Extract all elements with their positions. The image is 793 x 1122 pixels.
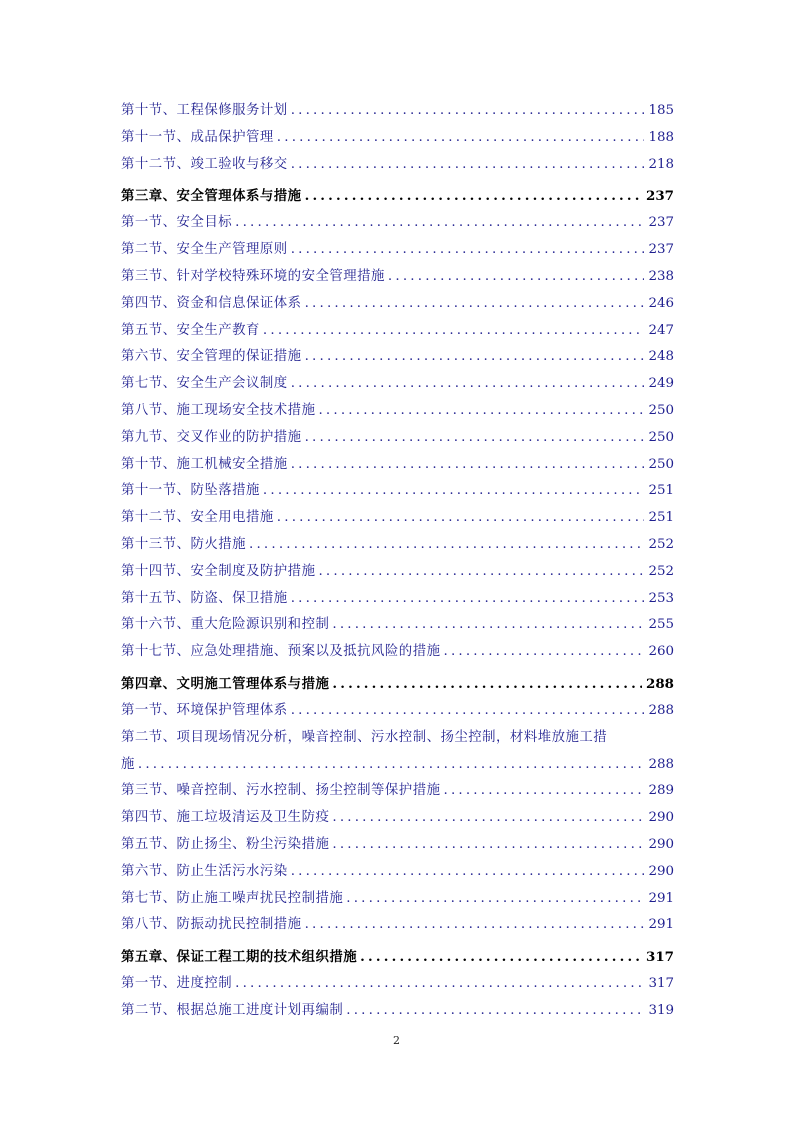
dot-leader [291, 698, 645, 725]
toc-entry[interactable] [121, 264, 674, 291]
toc-entry[interactable] [121, 152, 674, 179]
dot-leader [235, 971, 644, 998]
dot-leader [235, 210, 644, 237]
toc-entry-label: 第四章、文明施工管理体系与措施 [121, 675, 330, 692]
toc-page-number: 218 [648, 156, 674, 172]
dot-leader [263, 318, 645, 345]
toc-entry-label: 第十三节、防火措施 [121, 536, 247, 552]
toc-entry[interactable] [121, 98, 674, 125]
toc-chapter[interactable] [121, 943, 674, 971]
toc-page-number: 252 [648, 563, 674, 579]
toc-entry[interactable] [121, 125, 674, 152]
toc-page-number: 317 [648, 976, 674, 992]
dot-leader [332, 805, 644, 832]
toc-entry-label: 第十节、工程保修服务计划 [121, 103, 288, 118]
dot-leader [305, 182, 642, 210]
toc-entry-label: 第七节、防止施工噪声扰民控制措施 [121, 890, 344, 906]
toc-entry[interactable] [121, 505, 674, 532]
toc-entry[interactable] [121, 452, 674, 479]
toc-entry[interactable] [121, 832, 674, 859]
toc-entry[interactable] [121, 532, 674, 559]
toc-entry[interactable] [121, 859, 674, 886]
dot-leader [263, 478, 645, 505]
toc-entry-label: 第一节、进度控制 [121, 976, 233, 992]
toc-page-number: 185 [648, 103, 674, 118]
toc-page-number: 237 [648, 242, 674, 258]
toc-page-number: 247 [648, 322, 674, 338]
toc-entry-label: 第十二节、安全用电措施 [121, 510, 274, 526]
toc-page-number: 252 [648, 536, 674, 552]
toc-page-number: 289 [648, 783, 674, 799]
toc-page-number: 249 [648, 376, 674, 392]
toc-entry[interactable] [121, 912, 674, 939]
toc-page-number: 288 [648, 702, 674, 718]
toc-entry-label: 第十四节、安全制度及防护措施 [121, 563, 316, 579]
toc-entry-label: 第三章、安全管理体系与措施 [121, 188, 302, 205]
toc-entry[interactable] [121, 971, 674, 998]
toc-page-number: 288 [646, 675, 674, 692]
dot-leader [277, 505, 645, 532]
toc-entry-label: 第三节、噪音控制、污水控制、扬尘控制等保护措施 [121, 783, 441, 799]
toc-page-number: 238 [648, 268, 674, 284]
dot-leader [291, 586, 645, 613]
dot-leader [305, 912, 645, 939]
toc-page-number: 290 [648, 836, 674, 852]
toc-entry-label: 第十五节、防盗、保卫措施 [121, 590, 288, 606]
toc-entry[interactable] [121, 586, 674, 613]
dot-leader [305, 291, 645, 318]
toc-entry[interactable] [121, 698, 674, 725]
toc-page-number: 237 [648, 215, 674, 231]
toc-page-number: 250 [648, 402, 674, 418]
toc-page-number: 255 [648, 617, 674, 633]
toc-page-number: 253 [648, 590, 674, 606]
dot-leader [305, 344, 645, 371]
toc-page-number: 290 [648, 863, 674, 879]
toc-entry-label: 第二节、安全生产管理原则 [121, 242, 288, 258]
dot-leader [443, 778, 644, 805]
dot-leader [249, 532, 644, 559]
toc-page-number: 188 [648, 129, 674, 145]
toc-entry-label: 第一节、环境保护管理体系 [121, 702, 288, 718]
toc-page-number: 248 [648, 349, 674, 365]
dot-leader [388, 264, 645, 291]
dot-leader [291, 237, 645, 264]
toc-entry[interactable] [121, 778, 674, 805]
toc-entry[interactable] [121, 344, 674, 371]
dot-leader [138, 752, 645, 779]
toc-entry-label: 第一节、安全目标 [121, 215, 233, 231]
toc-page-number: 260 [648, 644, 674, 660]
toc-entry[interactable] [121, 612, 674, 639]
toc-entry[interactable] [121, 291, 674, 318]
dot-leader [291, 452, 645, 479]
toc-entry-label: 第四节、资金和信息保证体系 [121, 295, 302, 311]
toc-page-number: 319 [648, 1002, 674, 1018]
dot-leader [277, 125, 645, 152]
dot-leader [291, 371, 645, 398]
dot-leader [291, 152, 645, 179]
dot-leader [332, 832, 644, 859]
dot-leader [291, 98, 645, 125]
toc-entry-label: 第七节、安全生产会议制度 [121, 376, 288, 392]
toc-page-number: 251 [648, 483, 674, 499]
toc-entry-line[interactable] [121, 725, 674, 752]
toc-page-number: 291 [648, 917, 674, 933]
dot-leader [443, 639, 644, 666]
toc-entry-label: 第八节、防振动扰民控制措施 [121, 917, 302, 933]
dot-leader [305, 425, 645, 452]
toc-page-number: 288 [648, 756, 674, 772]
toc-entry[interactable] [121, 805, 674, 832]
toc-entry[interactable] [121, 639, 674, 666]
toc-page-number: 246 [648, 295, 674, 311]
table-of-contents [121, 98, 674, 1025]
toc-entry-label: 第六节、防止生活污水污染 [121, 863, 288, 879]
toc-entry[interactable] [121, 478, 674, 505]
toc-entry-label: 第九节、交叉作业的防护措施 [121, 429, 302, 445]
toc-entry[interactable] [121, 210, 674, 237]
toc-entry-label: 第十七节、应急处理措施、预案以及抵抗风险的措施 [121, 644, 441, 660]
toc-entry[interactable] [121, 371, 674, 398]
toc-page-number: 250 [648, 429, 674, 445]
toc-entry[interactable] [121, 752, 674, 779]
toc-entry-label: 第五节、防止扬尘、粉尘污染措施 [121, 836, 330, 852]
toc-entry[interactable] [121, 398, 674, 425]
dot-leader [318, 559, 644, 586]
toc-entry-label: 第三节、针对学校特殊环境的安全管理措施 [121, 268, 385, 284]
toc-entry-label: 第五章、保证工程工期的技术组织措施 [121, 949, 358, 966]
toc-entry-label: 第八节、施工现场安全技术措施 [121, 402, 316, 418]
toc-page-number: 291 [648, 890, 674, 906]
toc-entry-label: 第二节、根据总施工进度计划再编制 [121, 1002, 344, 1018]
toc-entry-label: 第五节、安全生产教育 [121, 322, 260, 338]
dot-leader [346, 886, 644, 913]
toc-entry[interactable] [121, 425, 674, 452]
dot-leader [332, 612, 644, 639]
toc-page-number: 237 [646, 188, 674, 205]
toc-chapter[interactable] [121, 670, 674, 698]
toc-entry-label: 第十六节、重大危险源识别和控制 [121, 617, 330, 633]
toc-entry[interactable] [121, 559, 674, 586]
toc-entry-label: 第四节、施工垃圾清运及卫生防疫 [121, 810, 330, 826]
toc-entry-label: 第十节、施工机械安全措施 [121, 456, 288, 472]
toc-page-number: 250 [648, 456, 674, 472]
toc-entry-label: 第十二节、竣工验收与移交 [121, 156, 288, 172]
toc-entry-label: 第十一节、成品保护管理 [121, 129, 274, 145]
toc-entry-label: 第十一节、防坠落措施 [121, 483, 260, 499]
toc-page-number: 290 [648, 810, 674, 826]
toc-page-number: 317 [646, 949, 674, 966]
page-number: 2 [393, 1034, 400, 1047]
toc-entry[interactable] [121, 237, 674, 264]
toc-entry[interactable] [121, 318, 674, 345]
toc-entry[interactable] [121, 998, 674, 1025]
toc-entry-label: 第六节、安全管理的保证措施 [121, 349, 302, 365]
dot-leader [291, 859, 645, 886]
dot-leader [318, 398, 644, 425]
toc-entry-label: 第二节、项目现场情况分析，噪音控制、污水控制、扬尘控制，材料堆放施工措 [121, 729, 608, 745]
dot-leader [332, 670, 642, 698]
toc-entry[interactable] [121, 886, 674, 913]
toc-page-number: 251 [648, 510, 674, 526]
toc-entry-label: 施 [121, 756, 135, 772]
dot-leader [360, 943, 642, 971]
dot-leader [346, 998, 644, 1025]
toc-chapter[interactable] [121, 182, 674, 210]
